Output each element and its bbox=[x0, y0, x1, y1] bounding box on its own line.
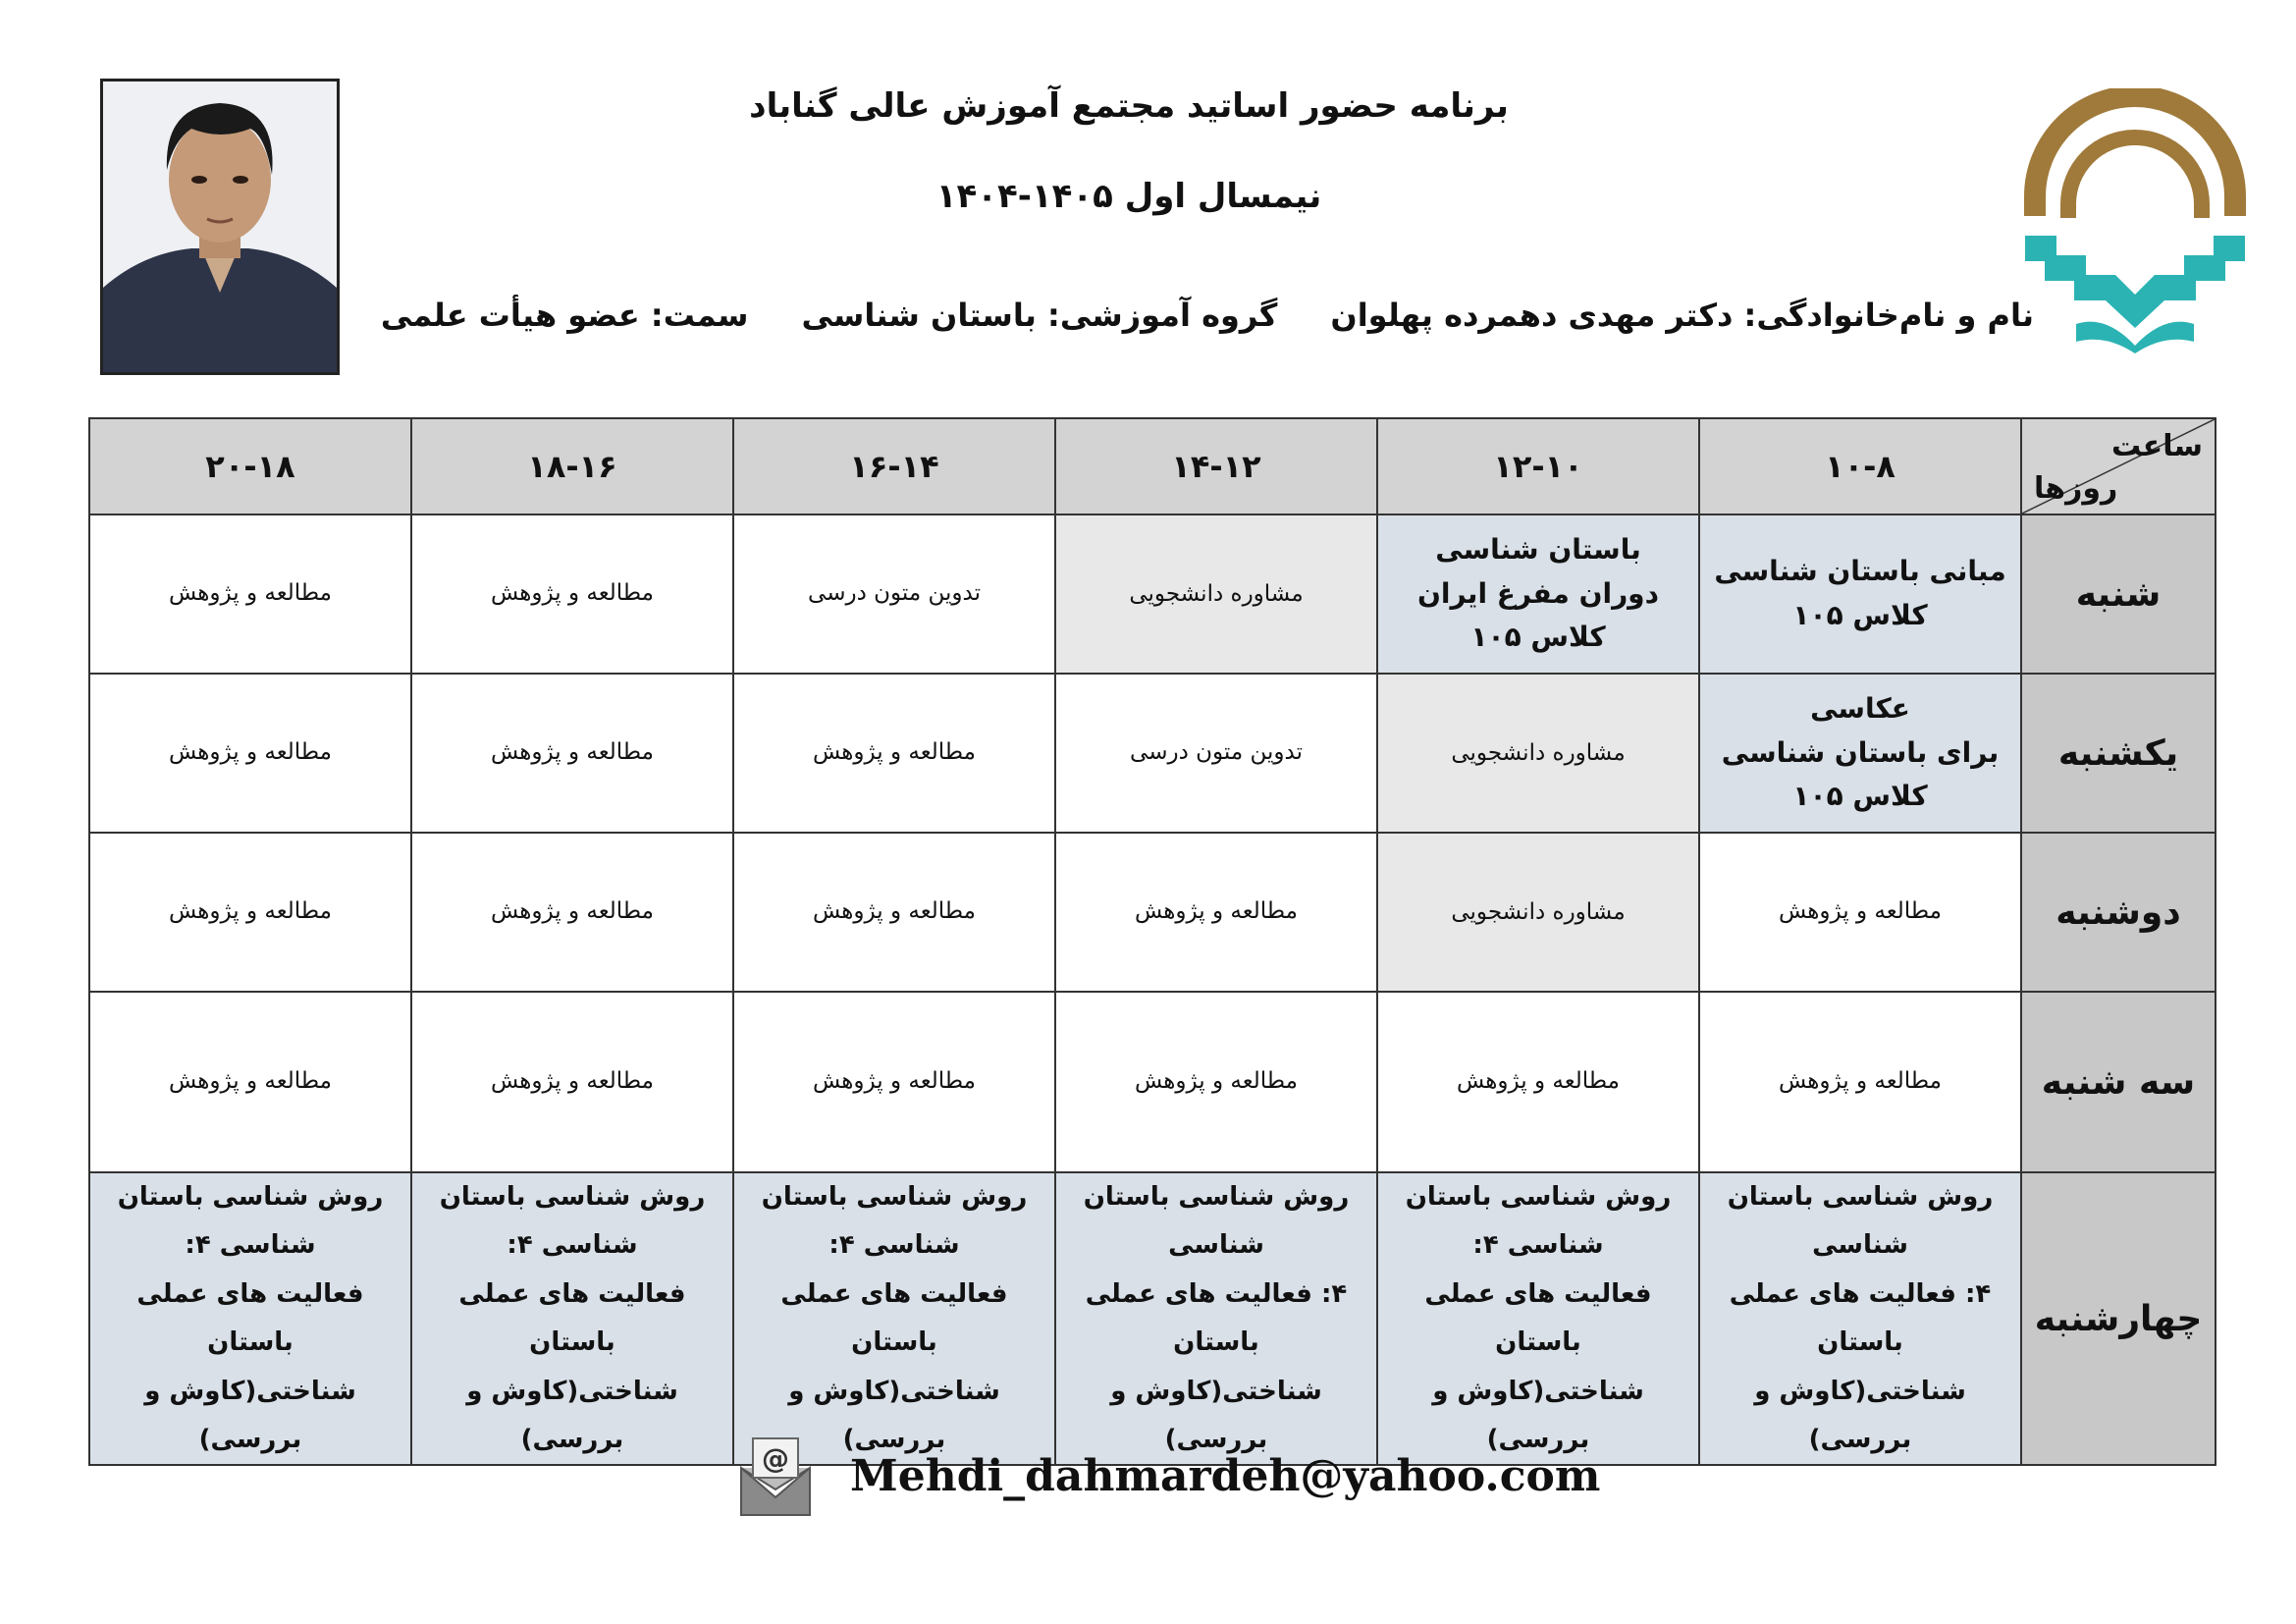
cell-text-line: مطالعه و پژوهش bbox=[490, 898, 654, 925]
cell-text-line: روش شناسی باستان شناسی ۴: bbox=[761, 1182, 1028, 1261]
corner-time-label: ساعت bbox=[2110, 429, 2203, 463]
cell-text-line: کلاس ۱۰۵ bbox=[1470, 621, 1606, 654]
cell-text-line: شناختی(کاوش و بررسی) bbox=[1110, 1376, 1322, 1454]
schedule-cell bbox=[1699, 833, 2021, 992]
institution-logo bbox=[2017, 88, 2253, 353]
schedule-cell bbox=[89, 992, 411, 1172]
person-silhouette-icon bbox=[103, 81, 337, 372]
day-label: یکشنبه bbox=[2021, 674, 2216, 833]
cell-text-line: مطالعه و پژوهش bbox=[490, 739, 654, 766]
time-slot-header: ۱۴-۱۲ bbox=[1055, 418, 1377, 514]
cell-text-line: مطالعه و پژوهش bbox=[490, 1068, 654, 1095]
day-label: شنبه bbox=[2021, 514, 2216, 674]
cell-text-line: مطالعه و پژوهش bbox=[168, 898, 332, 925]
cell-text-line: مطالعه و پژوهش bbox=[490, 580, 654, 607]
schedule-cell bbox=[733, 1172, 1055, 1465]
svg-text:@: @ bbox=[762, 1442, 789, 1475]
schedule-row bbox=[89, 992, 2216, 1172]
cell-text-line: باستان شناسی bbox=[1435, 532, 1641, 566]
cell-text-line: مشاوره دانشجویی bbox=[1129, 581, 1304, 607]
cell-text-line: ۴: فعالیت های عملی باستان bbox=[1729, 1278, 1992, 1358]
cell-text-line: عکاسی bbox=[1810, 691, 1910, 725]
schedule-cell bbox=[411, 1172, 733, 1465]
cell-text-line: ۴: فعالیت های عملی باستان bbox=[1085, 1278, 1348, 1358]
cell-text-line: تدوین متون درسی bbox=[808, 580, 981, 607]
schedule-row bbox=[89, 674, 2216, 833]
cell-text-line: مطالعه و پژوهش bbox=[1778, 898, 1942, 925]
schedule-cell bbox=[89, 674, 411, 833]
time-header-row bbox=[89, 418, 2216, 514]
cell-text-line: مطالعه و پژوهش bbox=[812, 739, 976, 766]
time-slot-header: ۱۲-۱۰ bbox=[1377, 418, 1699, 514]
cell-text-line: روش شناسی باستان شناسی bbox=[1083, 1182, 1350, 1261]
semester-label: نیمسال اول ۱۴۰۵-۱۴۰۴ bbox=[935, 177, 1322, 216]
cell-text-line: روش شناسی باستان شناسی ۴: bbox=[117, 1182, 384, 1261]
cell-text-line: کلاس ۱۰۵ bbox=[1792, 780, 1928, 813]
cell-text-line: فعالیت های عملی باستان bbox=[136, 1278, 364, 1358]
cell-text-line: مطالعه و پژوهش bbox=[812, 1068, 976, 1095]
cell-text-line: کلاس ۱۰۵ bbox=[1792, 599, 1928, 631]
cell-text-line: مشاوره دانشجویی bbox=[1451, 740, 1626, 766]
cell-text-line: شناختی(کاوش و بررسی) bbox=[144, 1376, 356, 1454]
schedule-cell bbox=[89, 514, 411, 674]
cell-text-line: مطالعه و پژوهش bbox=[1134, 898, 1298, 925]
cell-text-line: شناختی(کاوش و بررسی) bbox=[1432, 1376, 1644, 1454]
cell-text-line: شناختی(کاوش و بررسی) bbox=[1754, 1376, 1966, 1454]
schedule-cell bbox=[733, 674, 1055, 833]
faculty-department: گروه آموزشی: باستان شناسی bbox=[801, 297, 1278, 334]
schedule-cell bbox=[1377, 992, 1699, 1172]
cell-text-line: روش شناسی باستان شناسی ۴: bbox=[439, 1182, 706, 1261]
schedule-cell bbox=[1055, 514, 1377, 674]
day-label: دوشنبه bbox=[2021, 833, 2216, 992]
day-label: چهارشنبه bbox=[2021, 1172, 2216, 1465]
cell-text-line: برای باستان شناسی bbox=[1721, 735, 2000, 769]
schedule-table bbox=[88, 417, 2216, 1466]
cell-text-line: مطالعه و پژوهش bbox=[1456, 1068, 1620, 1095]
cell-text-line: مطالعه و پژوهش bbox=[168, 1068, 332, 1095]
schedule-cell bbox=[1055, 674, 1377, 833]
schedule-cell bbox=[1699, 992, 2021, 1172]
schedule-row bbox=[89, 833, 2216, 992]
schedule-cell bbox=[1377, 833, 1699, 992]
corner-days-label: روزها bbox=[2034, 471, 2118, 506]
faculty-info bbox=[381, 297, 2034, 334]
cell-text-line: مشاوره دانشجویی bbox=[1451, 899, 1626, 925]
faculty-position: سمت: عضو هیأت علمی bbox=[380, 297, 749, 334]
cell-text-line: شناختی(کاوش و بررسی) bbox=[466, 1376, 678, 1454]
schedule-cell bbox=[1699, 1172, 2021, 1465]
schedule-cell bbox=[411, 833, 733, 992]
cell-text-line: مطالعه و پژوهش bbox=[168, 739, 332, 766]
schedule-cell bbox=[1377, 514, 1699, 674]
corner-header bbox=[2021, 418, 2216, 514]
cell-text-line: شناختی(کاوش و بررسی) bbox=[788, 1376, 1000, 1454]
time-slot-header: ۱۰-۸ bbox=[1699, 418, 2021, 514]
page-title: برنامه حضور اساتید مجتمع آموزش عالی گناباد bbox=[749, 86, 1509, 126]
schedule-cell bbox=[411, 514, 733, 674]
schedule-cell bbox=[733, 833, 1055, 992]
schedule-cell bbox=[1377, 1172, 1699, 1465]
cell-text-line: مبانی باستان شناسی bbox=[1714, 555, 2006, 588]
cell-text-line: مطالعه و پژوهش bbox=[168, 580, 332, 607]
cell-text-line: فعالیت های عملی باستان bbox=[458, 1278, 686, 1358]
schedule-cell bbox=[733, 992, 1055, 1172]
time-slot-header: ۱۶-۱۴ bbox=[733, 418, 1055, 514]
schedule-cell bbox=[89, 1172, 411, 1465]
schedule-row bbox=[89, 514, 2216, 674]
email-icon bbox=[731, 1429, 820, 1527]
email-address: Mehdi_dahmardeh@yahoo.com bbox=[850, 1451, 1601, 1501]
day-label: سه شنبه bbox=[2021, 992, 2216, 1172]
schedule-cell bbox=[1055, 992, 1377, 1172]
schedule-cell bbox=[411, 992, 733, 1172]
cell-text-line: مطالعه و پژوهش bbox=[812, 898, 976, 925]
schedule-cell bbox=[1055, 833, 1377, 992]
schedule-cell bbox=[89, 833, 411, 992]
cell-text-line: فعالیت های عملی باستان bbox=[780, 1278, 1008, 1358]
faculty-name: نام و نام‌خانوادگی: دکتر مهدی دهمرده پهلوان bbox=[1330, 297, 2034, 334]
schedule-cell bbox=[1377, 674, 1699, 833]
cell-text-line: مطالعه و پژوهش bbox=[1778, 1068, 1942, 1095]
time-slot-header: ۱۸-۱۶ bbox=[411, 418, 733, 514]
schedule-cell bbox=[733, 514, 1055, 674]
cell-text-line: تدوین متون درسی bbox=[1130, 739, 1303, 766]
cell-text-line: مطالعه و پژوهش bbox=[1134, 1068, 1298, 1095]
cell-text-line: فعالیت های عملی باستان bbox=[1424, 1278, 1652, 1358]
schedule-cell bbox=[411, 674, 733, 833]
cell-text-line: دوران مفرغ ایران bbox=[1417, 576, 1659, 610]
schedule-cell bbox=[1699, 674, 2021, 833]
time-slot-header: ۲۰-۱۸ bbox=[89, 418, 411, 514]
schedule-cell bbox=[1055, 1172, 1377, 1465]
schedule-row bbox=[89, 1172, 2216, 1465]
cell-text-line: روش شناسی باستان شناسی ۴: bbox=[1405, 1182, 1672, 1261]
cell-text-line: روش شناسی باستان شناسی bbox=[1727, 1182, 1994, 1261]
profile-photo bbox=[100, 79, 340, 375]
schedule-cell bbox=[1699, 514, 2021, 674]
